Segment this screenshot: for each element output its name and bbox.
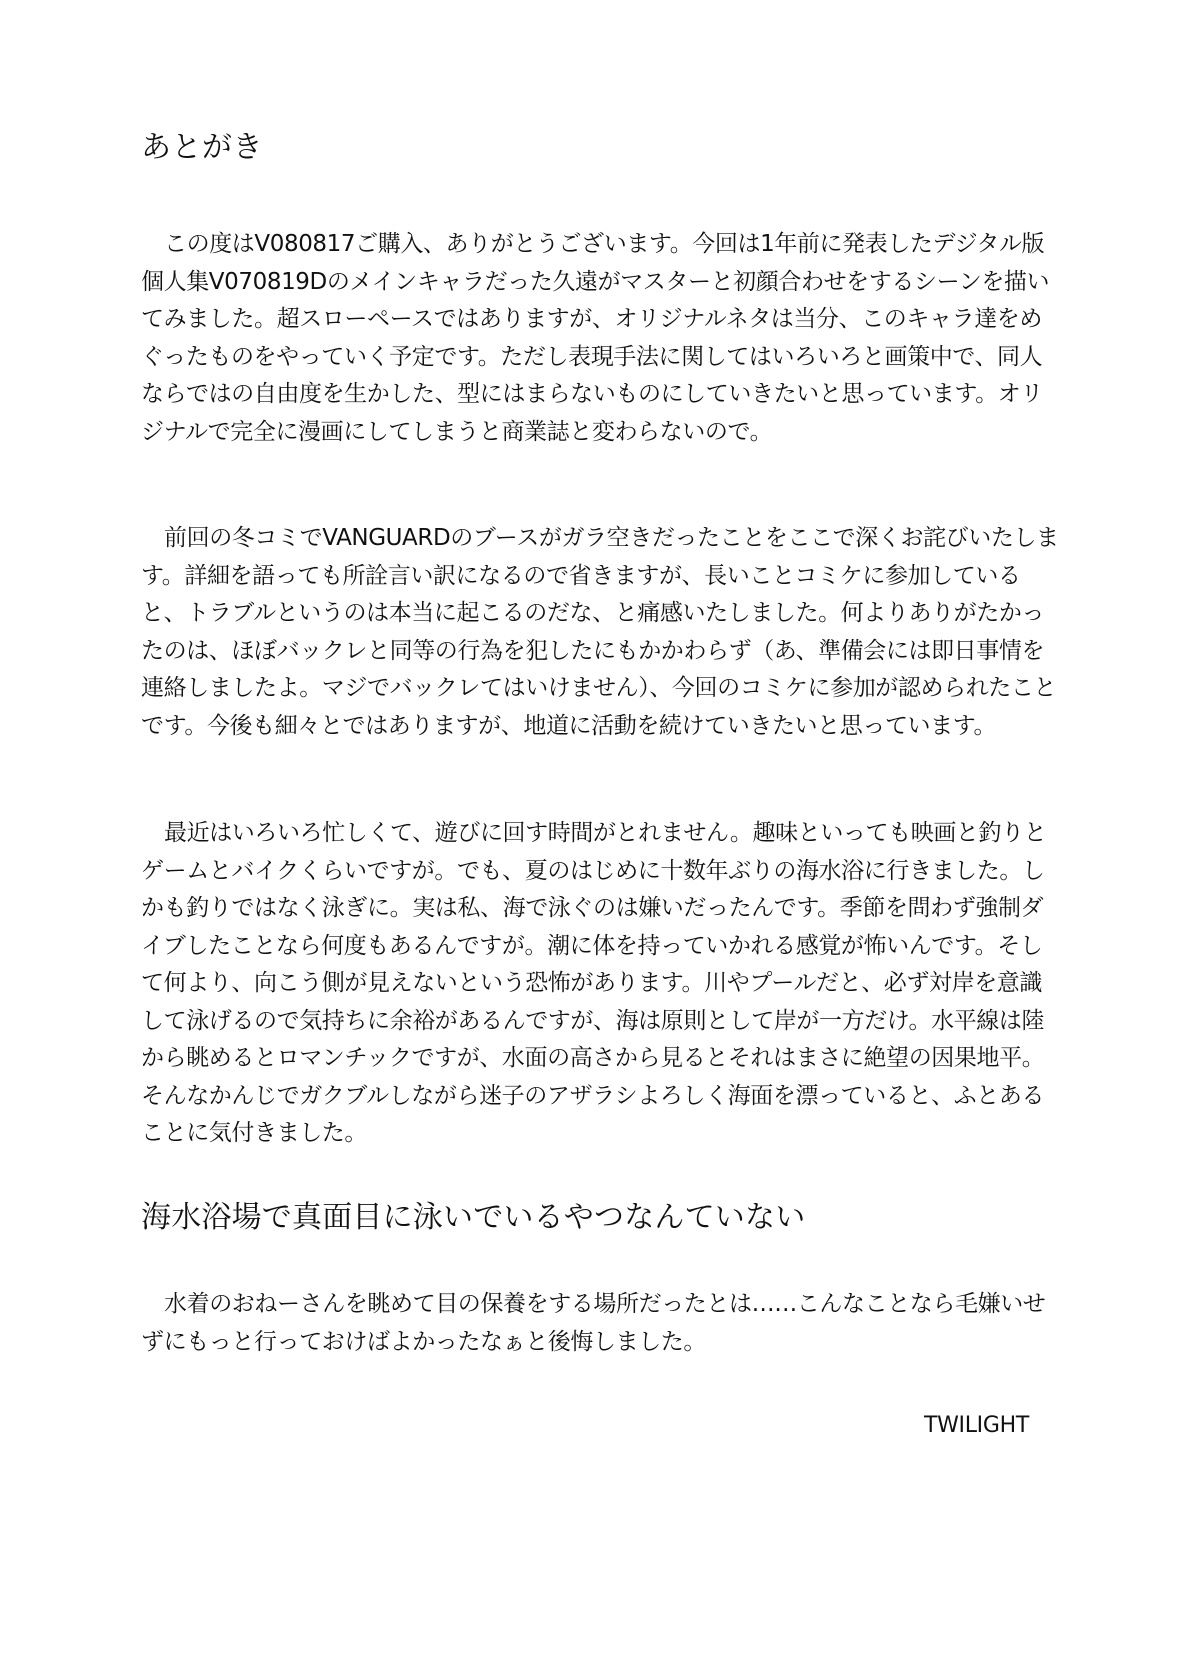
highlight-line: 海水浴場で真面目に泳いでいるやつなんていない <box>141 1200 806 1235</box>
author-signature: TWILIGHT <box>923 1413 1029 1438</box>
paragraph-purchase-thanks: この度はV080817ご購入、ありがとうございます。今回は1年前に発表したデジタル版個人集V070819Dのメインキャラだった久遠がマスターと初顔合わせをするシーンを描いてみました。超スローペースではありますが、オリジナルネタは当分、このキャラ達をめぐったものをやっていく予定です。ただし表現手法に関してはいろいろと画策中で、同人ならではの自由度を生かした、型にはまらないものにしていきたいと思っています。オリジナルで完全に漫画にしてしまうと商業誌と変わらないので。 <box>141 231 1050 445</box>
page-title: あとがき <box>141 130 263 165</box>
paragraph-closing: 水着のおねーさんを眺めて目の保養をする場所だったとは……こんなことなら毛嫌いせずにもっと行っておけばよかったなぁと後悔しました。 <box>141 1291 1046 1355</box>
paragraph-beach-story: 最近はいろいろ忙しくて、遊びに回す時間がとれません。趣味といっても映画と釣りとゲームとバイクくらいですが。でも、夏のはじめに十数年ぶりの海水浴に行きました。しかも釣りではなく泳ぎに。実は私、海で泳ぐのは嫌いだったんです。季節を問わず強制ダイブしたことなら何度もあるんですが。潮に体を持っていかれる感覚が怖いんです。そして何より、向こう側が見えないという恐怖があります。川やプールだと、必ず対岸を意識して泳げるので気持ちに余裕があるんですが、海は原則として岸が一方だけ。水平線は陸から眺めるとロマンチックですが、水面の高さから見るとそれはまさに絶望の因果地平。そんなかんじでガクブルしながら迷子のアザラシよろしく海面を漂っていると、ふとあることに気付きました。 <box>141 820 1047 1146</box>
paragraph-comiket-apology: 前回の冬コミでVANGUARDのブースがガラ空きだったことをここで深くお詫びいたします。詳細を語っても所詮言い訳になるので省きますが、長いことコミケに参加していると、トラブルというのは本当に起こるのだな、と痛感いたしました。何よりありがたかったのは、ほぼバックレと同等の行為を犯したにもかかわらず（あ、準備会には即日事情を連絡しましたよ。マジでバックレてはいけません）、今回のコミケに参加が認められたことです。今後も細々とではありますが、地道に活動を続けていきたいと思っています。 <box>141 525 1059 739</box>
